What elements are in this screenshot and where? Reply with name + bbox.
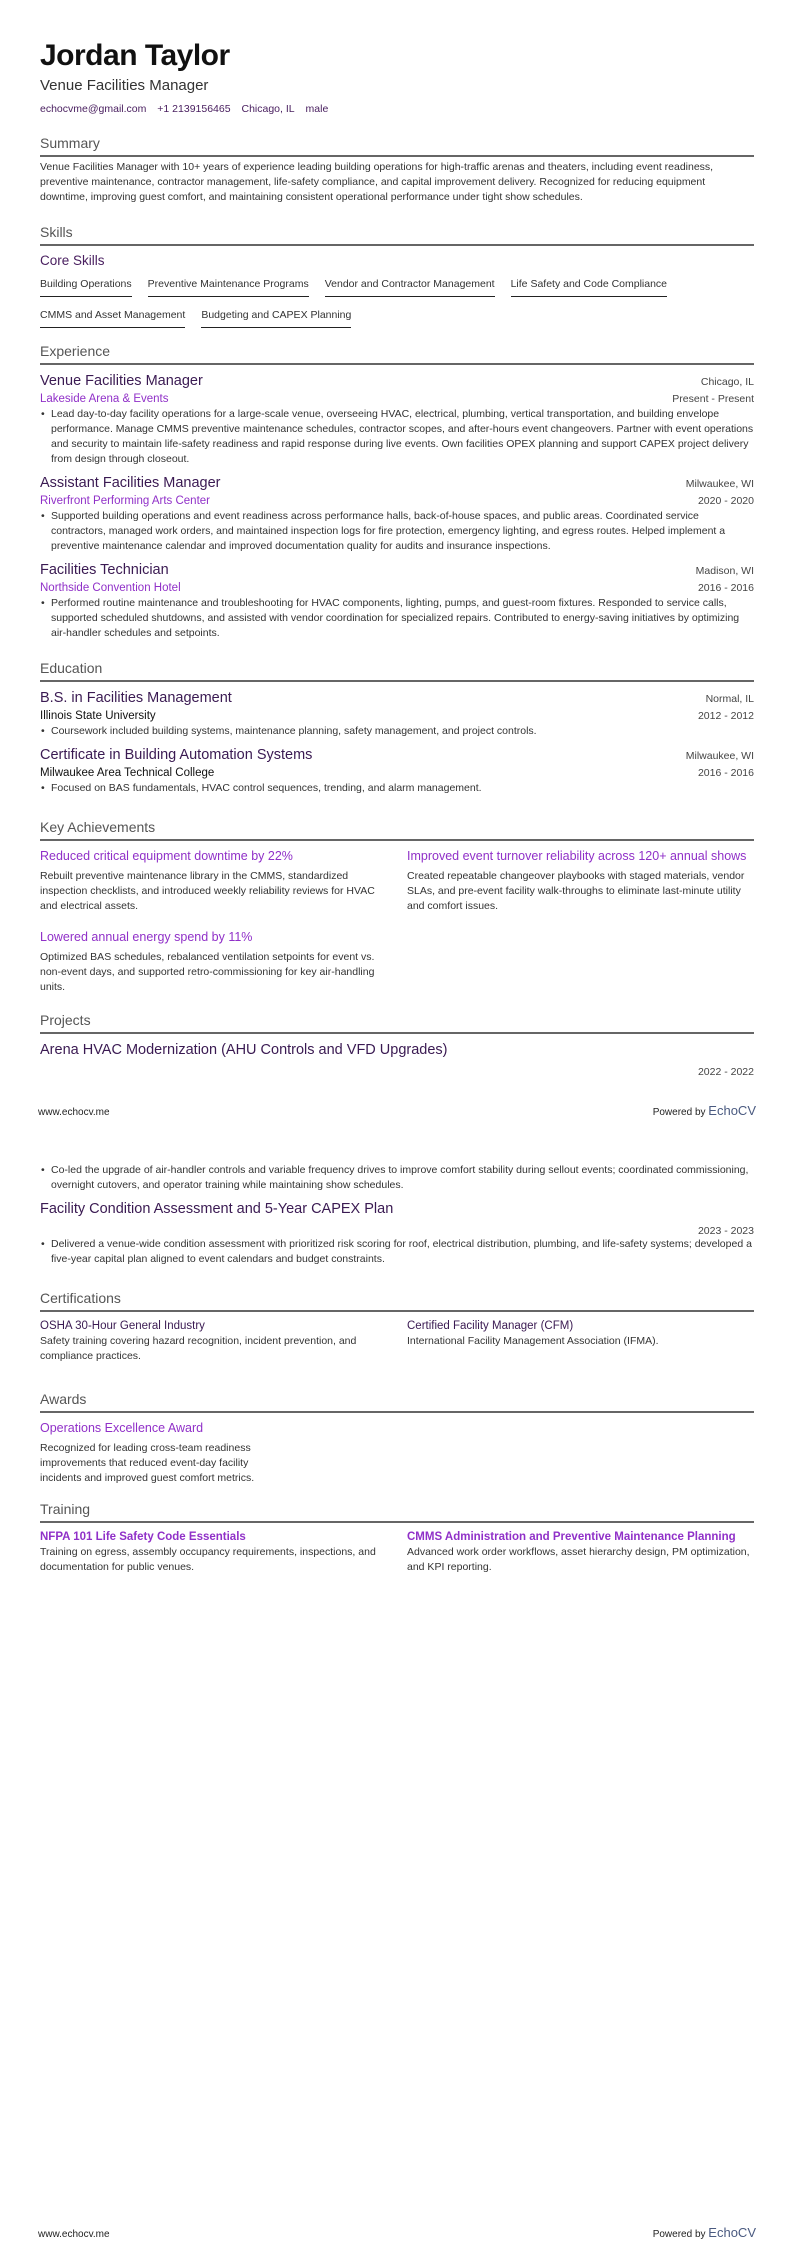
certification-text: International Facility Management Association (IFMA).	[407, 1335, 659, 1347]
edu-dates: 2012 - 2012	[697, 710, 754, 722]
edu-bullet: • Coursework included building systems, maintenance planning, safety management, and project controls.	[40, 724, 754, 739]
project-bullet: • Delivered a venue-wide condition assessment with prioritized risk scoring for roof, electrical distribution, plumbing, and life-safety systems; developed a five-year capital plan aligned to event calendars and budget constraints.	[40, 1237, 754, 1267]
education-section	[40, 659, 754, 796]
degree: Certificate in Building Automation Systems	[40, 747, 313, 763]
section-heading: Education	[40, 659, 754, 682]
section-heading: Summary	[40, 134, 754, 157]
certification-item	[407, 1318, 754, 1364]
job-title: Venue Facilities Manager	[40, 373, 203, 389]
contact-info	[40, 102, 754, 116]
footer-brand-logo: EchoCV	[708, 2225, 756, 2240]
page-footer	[38, 1103, 756, 1118]
award-item	[40, 1419, 270, 1486]
project-item	[40, 1040, 754, 1078]
job-dates: Present - Present	[672, 393, 754, 405]
experience-item	[40, 560, 754, 641]
experience-section	[40, 342, 754, 641]
edu-location: Milwaukee, WI	[685, 750, 754, 762]
training-section	[40, 1500, 754, 1575]
company: Northside Convention Hotel	[40, 582, 181, 594]
section-heading: Key Achievements	[40, 818, 754, 841]
section-heading: Skills	[40, 223, 754, 246]
job-location: Madison, WI	[695, 565, 754, 577]
achievement-title: Reduced critical equipment downtime by 22%	[40, 849, 293, 863]
achievement-title: Lowered annual energy spend by 11%	[40, 930, 253, 944]
project-dates: 2022 - 2022	[697, 1066, 754, 1078]
section-heading: Awards	[40, 1390, 754, 1413]
achievement-item	[40, 847, 387, 914]
company: Riverfront Performing Arts Center	[40, 495, 211, 507]
certification-title: OSHA 30-Hour General Industry	[40, 1320, 205, 1332]
job-dates: 2020 - 2020	[697, 495, 754, 507]
footer-site-link[interactable]: www.echocv.me	[38, 2229, 110, 2240]
location: Chicago, IL	[241, 103, 295, 115]
skill-tag: Preventive Maintenance Programs	[148, 276, 309, 297]
skills-section	[40, 223, 754, 334]
school: Milwaukee Area Technical College	[40, 767, 215, 779]
project-item	[40, 1199, 754, 1267]
page-footer	[38, 2225, 756, 2240]
skill-group-title: Core Skills	[40, 253, 105, 268]
footer-powered: Powered by	[652, 1107, 706, 1118]
experience-item	[40, 371, 754, 467]
training-item	[407, 1529, 754, 1575]
job-title: Facilities Technician	[40, 562, 169, 578]
gender: male	[305, 103, 329, 115]
summary-section	[40, 134, 754, 205]
job-location: Chicago, IL	[700, 376, 754, 388]
degree: B.S. in Facilities Management	[40, 690, 232, 706]
education-item	[40, 745, 754, 796]
footer-brand-logo: EchoCV	[708, 1103, 756, 1118]
footer-site-link[interactable]: www.echocv.me	[38, 1107, 110, 1118]
section-heading: Projects	[40, 1011, 754, 1034]
skill-tag: Building Operations	[40, 276, 132, 297]
skill-tag: Life Safety and Code Compliance	[511, 276, 667, 297]
achievement-item	[40, 928, 387, 995]
achievement-item	[407, 847, 754, 914]
award-text: Recognized for leading cross-team readiness improvements that reduced event-day facility incidents and improved guest comfort metrics.	[40, 1442, 255, 1484]
job-bullet: • Performed routine maintenance and troubleshooting for HVAC components, lighting, pumps, and guest-room fixtures. Responded to service calls, supported scheduled shutdowns, and assisted with vendor coordination for specialized repairs. Contributed to energy-saving initiatives by optimizing air-handler schedules and setpoints.	[40, 596, 754, 641]
training-title: NFPA 101 Life Safety Code Essentials	[40, 1531, 246, 1543]
project-title: Facility Condition Assessment and 5-Year CAPEX Plan	[40, 1201, 394, 1217]
certification-item	[40, 1318, 387, 1364]
achievement-text: Created repeatable changeover playbooks with staged materials, vendor SLAs, and pre-event facility walk-throughs to eliminate last-minute utility and comfort issues.	[407, 870, 745, 912]
achievement-text: Rebuilt preventive maintenance library in the CMMS, standardized inspection checklists, and introduced weekly reliability reviews for HVAC and electrical assets.	[40, 870, 375, 912]
awards-section	[40, 1390, 754, 1486]
achievement-title: Improved event turnover reliability across 120+ annual shows	[407, 849, 747, 863]
job-dates: 2016 - 2016	[697, 582, 754, 594]
training-title: CMMS Administration and Preventive Maintenance Planning	[407, 1531, 736, 1543]
edu-bullet: • Focused on BAS fundamentals, HVAC control sequences, trending, and alarm management.	[40, 781, 754, 796]
project-title: Arena HVAC Modernization (AHU Controls and VFD Upgrades)	[40, 1042, 448, 1058]
achievements-section	[40, 818, 754, 1009]
job-bullet: • Supported building operations and event readiness across performance halls, back-of-house spaces, and public areas. Coordinated service contractors, managed work orders, and maintained inspection logs for fire protection, emergency lighting, and egress routes. Helped implement a preventive maintenance calendar and improved documentation quality for audits and insurance inspections.	[40, 509, 754, 554]
footer-powered: Powered by	[652, 2229, 706, 2240]
experience-item	[40, 473, 754, 554]
edu-location: Normal, IL	[705, 693, 754, 705]
summary-text: Venue Facilities Manager with 10+ years of experience leading building operations for high-traffic arenas and theaters, including event readiness, preventive maintenance, contractor management, life-safety compliance, and capital improvement delivery. Recognized for reducing equipment downtime, improving guest comfort, and maintaining consistent operational performance under tight show schedules.	[40, 161, 714, 203]
section-heading: Training	[40, 1500, 754, 1523]
project-bullet: • Co-led the upgrade of air-handler controls and variable frequency drives to improve comfort stability during sellout events; coordinated commissioning, overnight cutovers, and operator training while maintaining show schedules.	[40, 1163, 754, 1193]
job-title: Assistant Facilities Manager	[40, 475, 221, 491]
training-text: Advanced work order workflows, asset hierarchy design, PM optimization, and KPI reporting.	[407, 1546, 750, 1573]
company: Lakeside Arena & Events	[40, 393, 169, 405]
projects-section	[40, 1011, 754, 1078]
section-heading: Certifications	[40, 1289, 754, 1312]
certifications-section	[40, 1289, 754, 1364]
school: Illinois State University	[40, 710, 156, 722]
training-item	[40, 1529, 387, 1575]
candidate-title: Venue Facilities Manager	[40, 77, 209, 94]
job-bullet: • Lead day-to-day facility operations for a large-scale venue, overseeing HVAC, electrical, plumbing, vertical transportation, and building envelope performance. Manage CMMS preventive maintenance schedules, contractor scopes, and after-hours event changeovers. Partner with event operations and security to maintain life-safety readiness and rapid response during live events. Own facilities OPEX planning and support CAPEX project delivery from design through closeout.	[40, 407, 754, 467]
skill-tag: CMMS and Asset Management	[40, 307, 185, 328]
education-item	[40, 688, 754, 739]
certification-title: Certified Facility Manager (CFM)	[407, 1320, 574, 1332]
skill-tag: Budgeting and CAPEX Planning	[201, 307, 351, 328]
email-link[interactable]: echocvme@gmail.com	[40, 103, 147, 115]
project-dates: 2023 - 2023	[697, 1225, 754, 1237]
achievement-text: Optimized BAS schedules, rebalanced ventilation setpoints for event vs. non-event days, and supported retro-commissioning for key air-handling units.	[40, 951, 375, 993]
section-heading: Experience	[40, 342, 754, 365]
candidate-name: Jordan Taylor	[40, 39, 230, 72]
skill-tag: Vendor and Contractor Management	[325, 276, 495, 297]
certification-text: Safety training covering hazard recognition, incident prevention, and compliance practices.	[40, 1335, 357, 1362]
phone: +1 2139156465	[157, 103, 231, 115]
page-2	[0, 1123, 794, 2246]
job-location: Milwaukee, WI	[685, 478, 754, 490]
edu-dates: 2016 - 2016	[697, 767, 754, 779]
training-text: Training on egress, assembly occupancy requirements, inspections, and documentation for public venues.	[40, 1546, 376, 1573]
award-title: Operations Excellence Award	[40, 1421, 204, 1435]
